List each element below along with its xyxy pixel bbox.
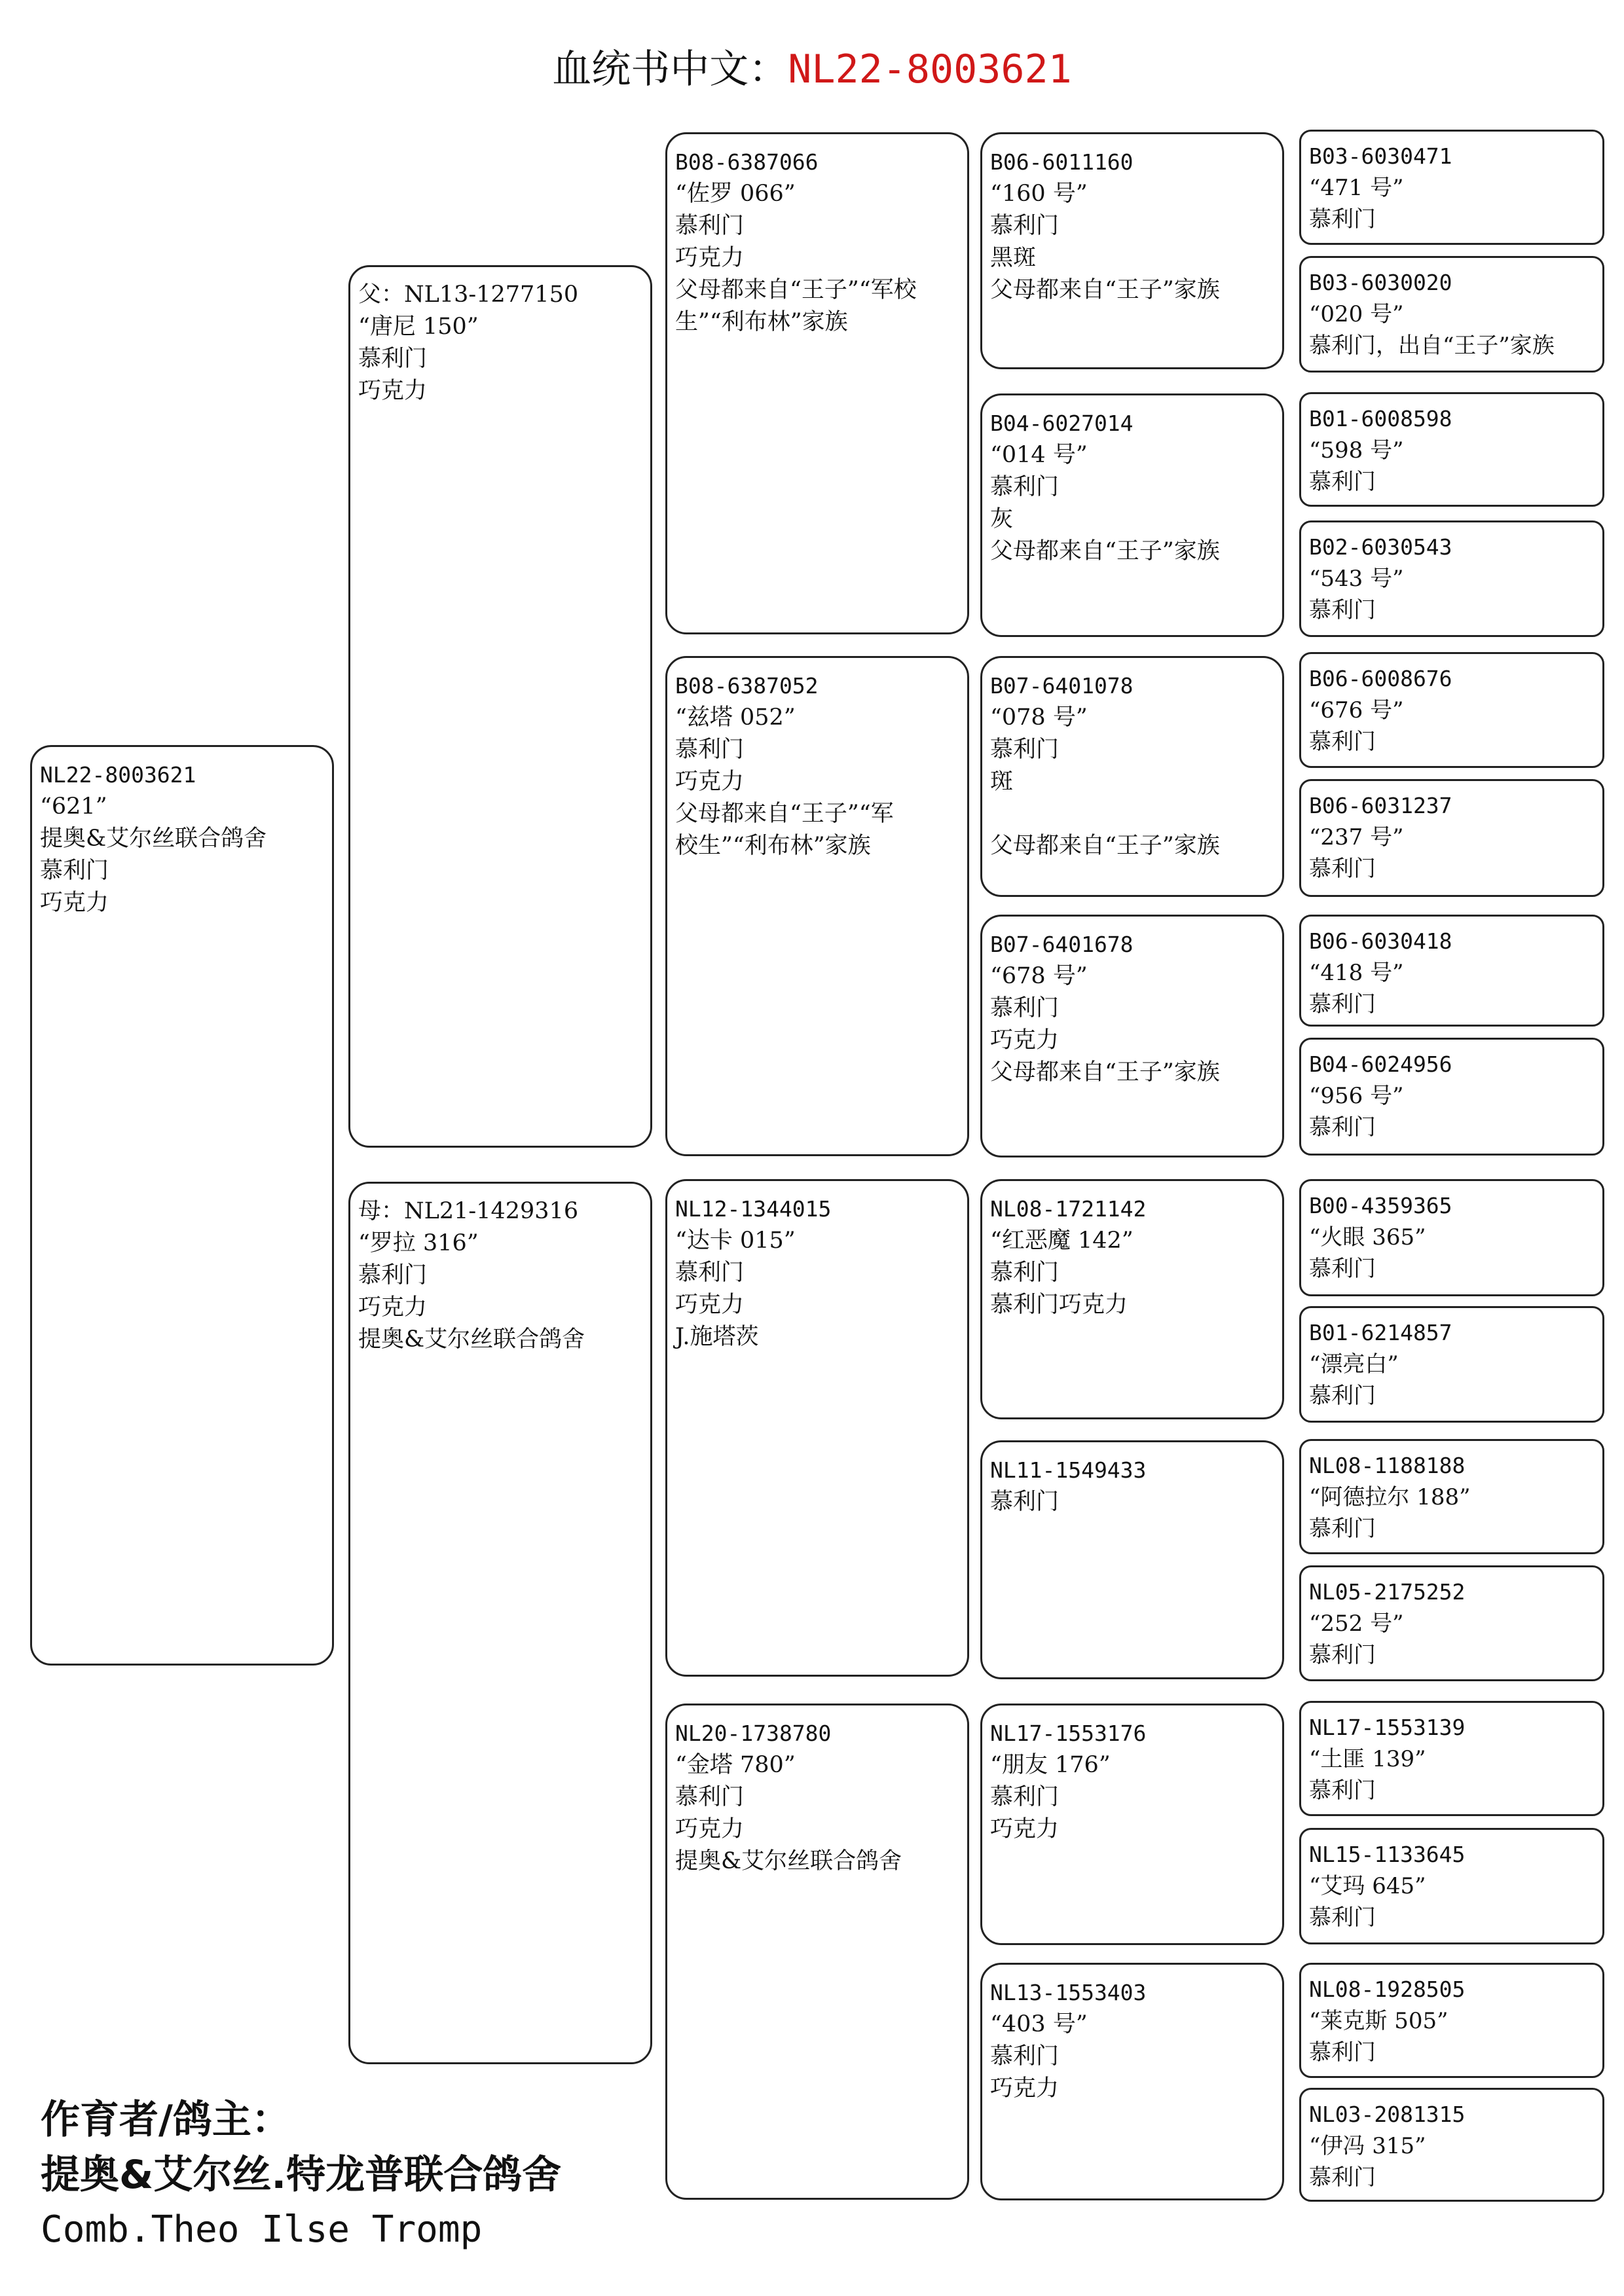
bloodline: 慕利门	[1309, 729, 1376, 755]
note: 父母都来自“王子”家族	[990, 277, 1220, 303]
color: 巧克力	[990, 2075, 1060, 2102]
ring-number: NL12-1344015	[675, 1196, 832, 1222]
ring-number: B03-6030020	[1309, 270, 1452, 295]
color: 巧克力	[675, 245, 745, 271]
bloodline: 慕利门	[675, 1260, 745, 1286]
dam-ring-number: 母：NL21-1429316	[358, 1198, 579, 1224]
owner: 提奥&艾尔丝联合鸽舍	[675, 1848, 902, 1874]
bloodline: 慕利门	[990, 1784, 1060, 1810]
pigeon-name: “543 号”	[1309, 566, 1404, 592]
gen5-box	[1299, 1038, 1604, 1156]
bloodline: 慕利门	[1309, 856, 1376, 882]
ring-number: B01-6008598	[1309, 406, 1452, 431]
ring-number: B06-6031237	[1309, 793, 1452, 818]
bloodline: 慕利门	[675, 737, 745, 763]
bloodline: 慕利门	[990, 1489, 1060, 1515]
ring-number: B04-6027014	[990, 410, 1134, 436]
bloodline: 慕利门	[1309, 1516, 1376, 1542]
bloodline: 慕利门	[1309, 469, 1376, 495]
note: 校生”“利布林”家族	[675, 833, 871, 859]
ring-number: B06-6011160	[990, 149, 1134, 175]
ring-number: NL08-1928505	[1309, 1977, 1466, 2002]
note: 父母都来自“王子”“军	[675, 801, 894, 827]
ring-number: B01-6214857	[1309, 1320, 1452, 1345]
color: 巧克力	[675, 1816, 745, 1842]
ring-number: B08-6387066	[675, 149, 819, 175]
pigeon-name: “红恶魔 142”	[990, 1228, 1134, 1254]
breeder-name-en: Comb.Theo Ilse Tromp	[41, 2208, 483, 2251]
ring-number: NL05-2175252	[1309, 1579, 1466, 1605]
spacer	[990, 798, 1276, 830]
gen5-box	[1299, 1565, 1604, 1681]
pigeon-name: “020 号”	[1309, 301, 1404, 327]
bloodline: 慕利门	[1309, 597, 1376, 623]
ring-number: NL03-2081315	[1309, 2102, 1466, 2127]
pigeon-name: “678 号”	[990, 963, 1088, 989]
bloodline: 慕利门	[358, 346, 428, 372]
great-grandparent-box	[980, 1963, 1284, 2200]
bloodline: 慕利门	[990, 1260, 1060, 1286]
pigeon-name: “艾玛 645”	[1309, 1873, 1426, 1899]
bloodline: 慕利门	[1309, 1777, 1376, 1804]
great-grandparent-box	[980, 132, 1284, 369]
pigeon-name: “598 号”	[1309, 437, 1404, 464]
pigeon-name: “956 号”	[1309, 1083, 1404, 1109]
note: 父母都来自“王子”家族	[990, 833, 1220, 859]
ring-number: NL17-1553139	[1309, 1715, 1466, 1740]
gen5-box	[1299, 779, 1604, 897]
gen5-box	[1299, 256, 1604, 373]
pigeon-name: “403 号”	[990, 2011, 1088, 2037]
bloodline: 慕利门	[40, 858, 109, 884]
ring-number: B03-6030471	[1309, 143, 1452, 169]
pigeon-name: “兹塔 052”	[675, 704, 796, 731]
bloodline: 慕利门	[990, 474, 1060, 500]
bloodline: 慕利门	[990, 995, 1060, 1021]
color: 巧克力	[990, 1027, 1060, 1053]
pigeon-name: “罗拉 316”	[358, 1230, 479, 1256]
bloodline: 慕利门	[990, 2043, 1060, 2069]
pigeon-name: “达卡 015”	[675, 1228, 796, 1254]
great-grandparent-box	[980, 393, 1284, 637]
color: 灰	[990, 506, 1014, 532]
color: 慕利门巧克力	[990, 1292, 1128, 1318]
color: 巧克力	[675, 1292, 745, 1318]
pigeon-name: “237 号”	[1309, 824, 1404, 850]
note: 父母都来自“王子”“军校	[675, 277, 917, 303]
page-title	[0, 38, 1624, 94]
title-label: 血统书中文：	[552, 46, 788, 92]
pigeon-name: “阿德拉尔 188”	[1309, 1484, 1471, 1510]
color: 巧克力	[990, 1816, 1060, 1842]
bloodline: 慕利门	[990, 737, 1060, 763]
pigeon-name: “252 号”	[1309, 1611, 1404, 1637]
ring-number: B08-6387052	[675, 673, 819, 699]
pigeon-name: “火眼 365”	[1309, 1224, 1426, 1250]
note: 生”“利布林”家族	[675, 309, 848, 335]
bloodline: 慕利门	[1309, 1642, 1376, 1668]
gen5-box	[1299, 1439, 1604, 1554]
gen5-box	[1299, 392, 1604, 507]
gen5-box	[1299, 652, 1604, 768]
gen5-box	[1299, 1306, 1604, 1423]
ring-number: NL17-1553176	[990, 1721, 1147, 1746]
bloodline: 慕利门	[1309, 1256, 1376, 1282]
subject-box	[30, 745, 334, 1666]
bloodline: 慕利门	[1309, 1904, 1376, 1931]
gen5-box	[1299, 915, 1604, 1027]
bloodline: 慕利门	[1309, 206, 1376, 232]
bloodline: 慕利门	[1309, 2039, 1376, 2066]
breeder-name-cn: 提奥&艾尔丝.特龙普联合鸽舍	[41, 2152, 562, 2198]
gen5-box	[1299, 1701, 1604, 1816]
breeder-info	[41, 2092, 561, 2257]
ring-number: NL08-1721142	[990, 1196, 1147, 1222]
bloodline: 慕利门，出自“王子”家族	[1309, 333, 1555, 359]
pigeon-name: “621”	[40, 793, 107, 820]
ring-number: B06-6030418	[1309, 928, 1452, 954]
pigeon-name: “418 号”	[1309, 960, 1404, 986]
color: 黑斑	[990, 245, 1037, 271]
ring-number: NL22-8003621	[40, 762, 196, 788]
owner: 提奥&艾尔丝联合鸽舍	[40, 826, 267, 852]
gen5-box	[1299, 2088, 1604, 2202]
dam-box	[348, 1182, 652, 2064]
note: 父母都来自“王子”家族	[990, 1059, 1220, 1085]
title-ring-number: NL22-8003621	[788, 46, 1072, 92]
breeder: J.施塔茨	[675, 1324, 759, 1350]
bloodline: 慕利门	[1309, 1383, 1376, 1409]
grandparent-box	[665, 656, 969, 1156]
great-grandparent-box	[980, 1704, 1284, 1945]
ring-number: B00-4359365	[1309, 1193, 1452, 1218]
color: 巧克力	[358, 1294, 428, 1321]
color: 巧克力	[358, 378, 428, 404]
gen5-box	[1299, 1828, 1604, 1944]
ring-number: B07-6401678	[990, 932, 1134, 957]
pigeon-name: “014 号”	[990, 442, 1088, 468]
pigeon-name: “唐尼 150”	[358, 314, 479, 340]
gen5-box	[1299, 1963, 1604, 2078]
ring-number: B04-6024956	[1309, 1051, 1452, 1077]
note: 父母都来自“王子”家族	[990, 538, 1220, 564]
great-grandparent-box	[980, 1440, 1284, 1679]
pigeon-name: “伊冯 315”	[1309, 2133, 1426, 2159]
bloodline: 慕利门	[1309, 2164, 1376, 2191]
bloodline: 慕利门	[675, 1784, 745, 1810]
bloodline: 慕利门	[358, 1262, 428, 1288]
pigeon-name: “土匪 139”	[1309, 1746, 1426, 1772]
bloodline: 慕利门	[990, 213, 1060, 239]
color: 斑	[990, 769, 1014, 795]
ring-number: NL11-1549433	[990, 1457, 1147, 1483]
owner: 提奥&艾尔丝联合鸽舍	[358, 1326, 585, 1353]
pigeon-name: “佐罗 066”	[675, 181, 796, 207]
gen5-box	[1299, 520, 1604, 637]
grandparent-box	[665, 132, 969, 634]
bloodline: 慕利门	[1309, 991, 1376, 1017]
sire-box	[348, 265, 652, 1148]
great-grandparent-box	[980, 1179, 1284, 1419]
ring-number: B07-6401078	[990, 673, 1134, 699]
pigeon-name: “078 号”	[990, 704, 1088, 731]
ring-number: NL13-1553403	[990, 1980, 1147, 2005]
color: 巧克力	[40, 890, 109, 916]
pigeon-name: “莱克斯 505”	[1309, 2008, 1449, 2034]
bloodline: 慕利门	[675, 213, 745, 239]
great-grandparent-box	[980, 656, 1284, 897]
ring-number: NL15-1133645	[1309, 1842, 1466, 1867]
color: 巧克力	[675, 769, 745, 795]
pigeon-name: “676 号”	[1309, 697, 1404, 723]
ring-number: B02-6030543	[1309, 534, 1452, 560]
sire-ring-number: 父：NL13-1277150	[358, 282, 579, 308]
pigeon-name: “160 号”	[990, 181, 1088, 207]
pigeon-name: “漂亮白”	[1309, 1351, 1399, 1377]
gen5-box	[1299, 1179, 1604, 1296]
breeder-label: 作育者/鸽主：	[41, 2097, 291, 2143]
grandparent-box	[665, 1179, 969, 1677]
ring-number: NL20-1738780	[675, 1721, 832, 1746]
ring-number: B06-6008676	[1309, 666, 1452, 691]
ring-number: NL08-1188188	[1309, 1453, 1466, 1478]
pigeon-name: “金塔 780”	[675, 1752, 796, 1778]
grandparent-box	[665, 1704, 969, 2200]
pigeon-name: “朋友 176”	[990, 1752, 1111, 1778]
bloodline: 慕利门	[1309, 1114, 1376, 1140]
gen5-box	[1299, 130, 1604, 245]
great-grandparent-box	[980, 915, 1284, 1157]
pigeon-name: “471 号”	[1309, 175, 1404, 201]
